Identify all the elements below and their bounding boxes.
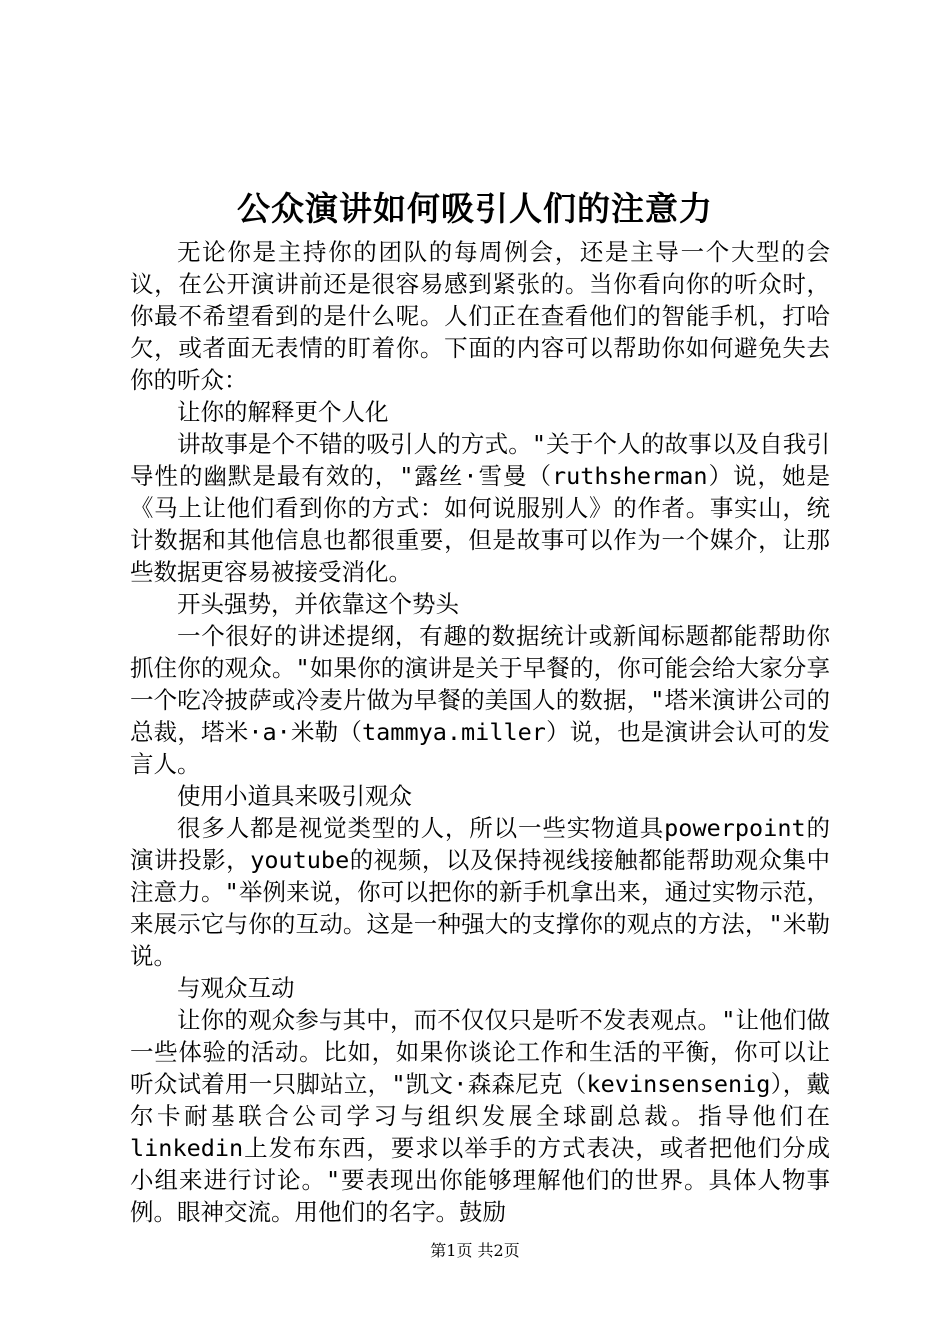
document-body (130, 236, 830, 1228)
paragraph-props: 很多人都是视觉类型的人，所以一些实物道具powerpoint的演讲投影，youtube的视频，以及保持视线接触都能帮助观众集中注意力。"举例来说，你可以把你的新手机拿出来，通过实物示范，来展示它与你的互动。这是一种强大的支撑你的观点的方法，"米勒说。 (130, 814, 830, 970)
section-heading-personal: 让你的解释更个人化 (177, 398, 389, 426)
page-number-footer: 第1页 共2页 (430, 1241, 520, 1260)
paragraph-strong-start: 一个很好的讲述提纲，有趣的数据统计或新闻标题都能帮助你抓住你的观众。"如果你的演讲是关于早餐的，你可能会给大家分享一个吃冷披萨或冷麦片做为早餐的美国人的数据，"塔米演讲公司的总裁，塔米·a·米勒（tammya.miller）说，也是演讲会认可的发言人。 (130, 622, 830, 778)
paragraph-storytelling: 讲故事是个不错的吸引人的方式。"关于个人的故事以及自我引导性的幽默是最有效的，"露丝·雪曼（ruthsherman）说，她是《马上让他们看到你的方式：如何说服别人》的作者。事实山，统计数据和其他信息也都很重要，但是故事可以作为一个媒介，让那些数据更容易被接受消化。 (130, 430, 830, 586)
document-title: 公众演讲如何吸引人们的注意力 (237, 189, 713, 228)
section-heading-interact: 与观众互动 (177, 974, 295, 1002)
section-heading-strong-start: 开头强势，并依靠这个势头 (177, 590, 459, 618)
paragraph-intro: 无论你是主持你的团队的每周例会，还是主导一个大型的会议，在公开演讲前还是很容易感到紧张的。当你看向你的听众时，你最不希望看到的是什么呢。人们正在查看他们的智能手机，打哈欠，或者面无表情的盯着你。下面的内容可以帮助你如何避免失去你的听众： (130, 238, 830, 394)
paragraph-interact: 让你的观众参与其中，而不仅仅只是听不发表观点。"让他们做一些体验的活动。比如，如果你谈论工作和生活的平衡，你可以让听众试着用一只脚站立，"凯文·森森尼克（kevinsensenig），戴尔卡耐基联合公司学习与组织发展全球副总裁。指导他们在linkedin上发布东西，要求以举手的方式表决，或者把他们分成小组来进行讨论。"要表现出你能够理解他们的世界。具体人物事例。眼神交流。用他们的名字。鼓励 (130, 1006, 830, 1226)
section-heading-props: 使用小道具来吸引观众 (177, 782, 412, 810)
